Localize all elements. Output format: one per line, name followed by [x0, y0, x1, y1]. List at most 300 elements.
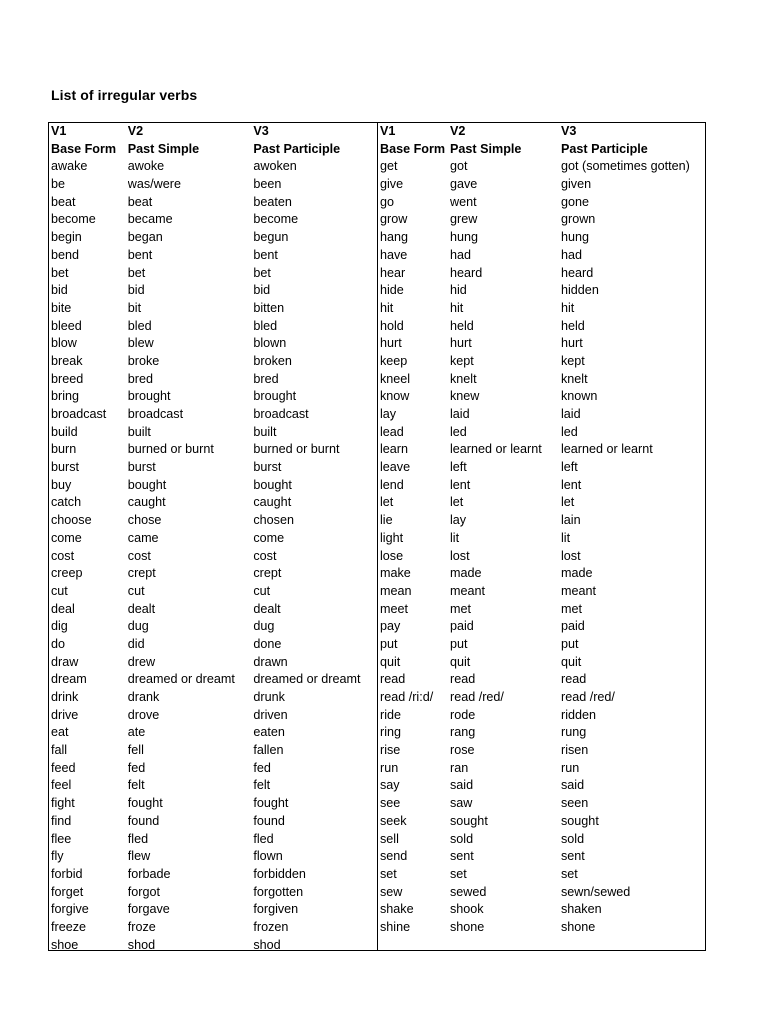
base-form-cell: go: [380, 194, 395, 209]
table-row: [378, 777, 705, 795]
past-participle-cell: rung: [561, 725, 587, 740]
past-simple-cell: sewed: [450, 884, 487, 899]
past-participle-cell: bought: [253, 477, 292, 492]
table-row: [378, 176, 705, 194]
past-simple-cell: lit: [450, 530, 460, 545]
base-form-cell: have: [380, 247, 408, 262]
table-row: [49, 530, 377, 548]
column-header-past-participle: Past Participle: [253, 141, 341, 156]
table-row: [49, 901, 377, 919]
base-form-cell: awake: [51, 159, 88, 174]
table-row: [49, 494, 377, 512]
past-participle-cell: dug: [253, 619, 275, 634]
base-form-cell: mean: [380, 583, 412, 598]
past-participle-cell: known: [561, 389, 598, 404]
past-participle-cell: read /red/: [561, 690, 615, 704]
past-simple-cell: held: [450, 318, 474, 333]
table-row: [49, 795, 377, 813]
past-participle-cell: chosen: [253, 513, 294, 528]
column-header-v2: V2: [450, 124, 466, 138]
base-form-cell: send: [380, 849, 408, 864]
past-simple-cell: lent: [450, 477, 471, 492]
base-form-cell: hang: [380, 230, 409, 245]
table-row: [49, 548, 377, 566]
past-simple-cell: bet: [127, 265, 146, 280]
table-row: [378, 530, 705, 548]
past-simple-cell: rose: [450, 743, 475, 758]
past-participle-cell: fought: [253, 796, 289, 811]
table-row: [49, 247, 377, 265]
past-participle-cell: said: [561, 778, 585, 793]
past-participle-cell: quit: [561, 654, 582, 669]
table-row: [49, 919, 377, 937]
table-row: [378, 618, 705, 636]
irregular-verbs-table: [48, 122, 706, 951]
past-participle-cell: beaten: [253, 194, 292, 209]
base-form-cell: learn: [380, 442, 409, 457]
base-form-cell: creep: [51, 566, 83, 581]
right-rows: [378, 123, 705, 937]
past-simple-cell: came: [127, 530, 159, 545]
past-simple-cell: meant: [450, 583, 486, 598]
column-header-v3: V3: [253, 124, 269, 138]
base-form-cell: shake: [380, 902, 414, 917]
table-row: [378, 335, 705, 353]
past-participle-cell: eaten: [253, 725, 285, 740]
past-simple-cell: shone: [450, 919, 485, 934]
past-participle-cell: sewn/sewed: [561, 884, 631, 899]
column-header-base-form: Base Form: [51, 141, 117, 156]
base-form-cell: catch: [51, 495, 82, 510]
past-participle-cell: cost: [253, 548, 277, 563]
past-participle-cell: become: [253, 212, 299, 227]
past-simple-cell: built: [127, 424, 151, 439]
past-participle-cell: broadcast: [253, 407, 309, 421]
past-simple-cell: heard: [450, 265, 483, 280]
base-form-cell: come: [51, 530, 82, 545]
base-form-cell: keep: [380, 353, 408, 368]
base-form-cell: sew: [380, 884, 403, 899]
past-participle-cell: flown: [253, 849, 283, 864]
table-row: [49, 459, 377, 477]
past-participle-cell: held: [561, 318, 585, 333]
past-simple-cell: drew: [127, 654, 156, 669]
past-participle-cell: drunk: [253, 690, 285, 704]
base-form-cell: hurt: [380, 336, 402, 351]
past-participle-cell: frozen: [253, 919, 289, 934]
base-form-cell: set: [380, 866, 397, 881]
past-simple-cell: forgave: [127, 902, 170, 917]
base-form-cell: break: [51, 353, 83, 368]
base-form-cell: shoe: [51, 937, 79, 952]
base-form-cell: become: [51, 212, 96, 227]
base-form-cell: bid: [51, 283, 68, 298]
past-simple-cell: kept: [450, 353, 474, 368]
past-simple-cell: lay: [450, 513, 467, 528]
base-form-cell: know: [380, 389, 410, 404]
past-simple-cell: ate: [127, 725, 146, 740]
base-form-cell: drive: [51, 707, 79, 722]
base-form-cell: begin: [51, 230, 82, 245]
column-header-past-simple: Past Simple: [450, 141, 522, 156]
past-participle-cell: made: [561, 566, 593, 581]
table-row: [49, 937, 377, 955]
past-participle-cell: broken: [253, 353, 292, 368]
past-participle-cell: hurt: [561, 336, 583, 351]
past-simple-cell: hid: [450, 283, 467, 298]
base-form-cell: choose: [51, 513, 92, 528]
base-form-cell: grow: [380, 212, 408, 227]
past-simple-cell: sought: [450, 813, 488, 828]
past-participle-cell: gone: [561, 194, 590, 209]
base-form-cell: make: [380, 566, 411, 581]
table-row: [378, 601, 705, 619]
past-participle-cell: crept: [253, 566, 282, 581]
base-form-cell: ring: [380, 725, 401, 740]
past-participle-cell: let: [561, 495, 575, 510]
table-row: [378, 265, 705, 283]
base-form-cell: deal: [51, 601, 75, 616]
base-form-cell: give: [380, 177, 404, 192]
past-participle-cell: met: [561, 601, 582, 616]
past-participle-cell: hit: [561, 300, 575, 315]
past-simple-cell: sent: [450, 849, 474, 864]
past-participle-cell: paid: [561, 619, 585, 634]
table-row: [378, 866, 705, 884]
column-header-v3: V3: [561, 124, 577, 138]
past-participle-cell: burst: [253, 460, 282, 475]
past-simple-cell: hurt: [450, 336, 472, 351]
base-form-cell: lend: [380, 477, 404, 492]
table-row: [49, 884, 377, 902]
table-row: [49, 265, 377, 283]
past-participle-cell: laid: [561, 407, 581, 421]
base-form-cell: flee: [51, 831, 72, 846]
past-participle-cell: cut: [253, 583, 271, 598]
base-form-cell: blow: [51, 336, 77, 351]
table-row: [378, 300, 705, 318]
base-form-cell: bring: [51, 389, 80, 404]
table-row: [49, 777, 377, 795]
base-form-cell: say: [380, 778, 400, 793]
base-form-cell: do: [51, 636, 66, 651]
table-row: [378, 671, 705, 689]
past-participle-cell: burned or burnt: [253, 442, 340, 457]
past-simple-cell: paid: [450, 619, 474, 634]
past-simple-cell: sold: [450, 831, 474, 846]
past-participle-cell: hidden: [561, 283, 599, 298]
base-form-cell: hide: [380, 283, 404, 298]
past-participle-cell: risen: [561, 743, 589, 758]
past-simple-cell: found: [127, 813, 160, 828]
past-simple-cell: fell: [127, 743, 144, 758]
table-row: [378, 724, 705, 742]
past-participle-cell: bred: [253, 371, 279, 386]
past-simple-cell: began: [127, 230, 163, 245]
past-simple-cell: flew: [127, 849, 151, 864]
base-form-cell: lay: [380, 407, 397, 421]
base-form-cell: quit: [380, 654, 401, 669]
past-participle-cell: begun: [253, 230, 289, 245]
past-participle-cell: done: [253, 636, 282, 651]
base-form-cell: light: [380, 530, 404, 545]
past-participle-cell: hung: [561, 230, 590, 245]
base-form-cell: bite: [51, 300, 72, 315]
past-simple-cell: grew: [450, 212, 478, 227]
past-participle-cell: forgotten: [253, 884, 304, 899]
past-simple-cell: had: [450, 247, 472, 262]
past-participle-cell: shone: [561, 919, 596, 934]
base-form-cell: lie: [380, 513, 393, 528]
table-row: [49, 565, 377, 583]
past-simple-cell: met: [450, 601, 471, 616]
base-form-cell: let: [380, 495, 394, 510]
past-simple-cell: bought: [127, 477, 167, 492]
past-simple-cell: broke: [127, 353, 160, 368]
past-simple-cell: lost: [450, 548, 470, 563]
past-participle-cell: given: [561, 177, 592, 192]
past-participle-cell: put: [561, 636, 579, 651]
table-row: [49, 724, 377, 742]
base-form-cell: fight: [51, 796, 75, 811]
table-row: [378, 689, 705, 707]
past-simple-cell: knelt: [450, 371, 477, 386]
past-simple-cell: left: [450, 460, 467, 475]
past-participle-cell: left: [561, 460, 578, 475]
left-rows: [49, 123, 377, 954]
base-form-cell: cut: [51, 583, 68, 598]
base-form-cell: bleed: [51, 318, 82, 333]
past-participle-cell: been: [253, 177, 282, 192]
past-participle-cell: knelt: [561, 371, 588, 386]
past-simple-cell: said: [450, 778, 474, 793]
table-row: [378, 742, 705, 760]
header-row-form: [49, 141, 377, 159]
table-row: [49, 353, 377, 371]
table-row: [49, 424, 377, 442]
past-simple-cell: chose: [127, 513, 162, 528]
table-row: [49, 229, 377, 247]
base-form-cell: fall: [51, 743, 68, 758]
past-simple-cell: bid: [127, 283, 145, 298]
past-simple-cell: blew: [127, 336, 154, 351]
past-simple-cell: gave: [450, 177, 478, 192]
past-participle-cell: shaken: [561, 902, 602, 917]
table-row: [378, 795, 705, 813]
table-row: [378, 406, 705, 424]
table-row: [378, 583, 705, 601]
base-form-cell: beat: [51, 194, 76, 209]
past-simple-cell: fought: [127, 796, 163, 811]
past-participle-cell: heard: [561, 265, 594, 280]
table-row: [378, 424, 705, 442]
past-simple-cell: forbade: [127, 866, 171, 881]
past-participle-cell: shod: [253, 937, 281, 952]
past-simple-cell: ran: [450, 760, 469, 775]
base-form-cell: seek: [380, 813, 407, 828]
column-header-v1: V1: [51, 124, 67, 138]
table-row: [49, 654, 377, 672]
base-form-cell: dream: [51, 672, 87, 687]
past-simple-cell: hit: [450, 300, 464, 315]
past-simple-cell: read /red/: [450, 690, 504, 704]
past-participle-cell: got (sometimes gotten): [561, 159, 690, 174]
past-participle-cell: found: [253, 813, 285, 828]
table-row: [49, 371, 377, 389]
table-row: [49, 831, 377, 849]
table-row: [49, 211, 377, 229]
table-row: [378, 636, 705, 654]
past-participle-cell: awoken: [253, 159, 297, 174]
past-simple-cell: fed: [127, 760, 146, 775]
past-simple-cell: quit: [450, 654, 471, 669]
past-simple-cell: burned or burnt: [127, 442, 214, 457]
table-row: [378, 211, 705, 229]
base-form-cell: drink: [51, 690, 79, 704]
past-simple-cell: dealt: [127, 601, 156, 616]
base-form-cell: read: [380, 672, 406, 687]
base-form-cell: rise: [380, 743, 401, 758]
table-row: [378, 760, 705, 778]
base-form-cell: see: [380, 796, 401, 811]
past-participle-cell: dealt: [253, 601, 281, 616]
past-simple-cell: froze: [127, 919, 156, 934]
past-simple-cell: set: [450, 866, 467, 881]
past-participle-cell: kept: [561, 353, 585, 368]
past-participle-cell: led: [561, 424, 578, 439]
base-form-cell: buy: [51, 477, 72, 492]
base-form-cell: broadcast: [51, 407, 107, 421]
past-participle-cell: bet: [253, 265, 271, 280]
past-simple-cell: shook: [450, 902, 484, 917]
past-participle-cell: meant: [561, 583, 597, 598]
past-participle-cell: lit: [561, 530, 571, 545]
base-form-cell: feel: [51, 778, 72, 793]
past-participle-cell: brought: [253, 389, 297, 404]
base-form-cell: dig: [51, 619, 68, 634]
past-participle-cell: set: [561, 866, 578, 881]
past-simple-cell: brought: [127, 389, 171, 404]
table-row: [378, 548, 705, 566]
base-form-cell: lose: [380, 548, 404, 563]
past-simple-cell: put: [450, 636, 468, 651]
base-form-cell: kneel: [380, 371, 411, 386]
past-simple-cell: was/were: [127, 177, 181, 192]
past-simple-cell: forgot: [127, 884, 160, 899]
past-participle-cell: sought: [561, 813, 599, 828]
past-participle-cell: learned or learnt: [561, 442, 653, 457]
past-simple-cell: learned or learnt: [450, 442, 542, 457]
past-simple-cell: awoke: [127, 159, 165, 174]
past-participle-cell: felt: [253, 778, 271, 793]
base-form-cell: build: [51, 424, 78, 439]
past-participle-cell: bent: [253, 247, 278, 262]
past-simple-cell: broadcast: [127, 407, 184, 421]
past-simple-cell: caught: [127, 495, 166, 510]
table-row: [49, 512, 377, 530]
past-simple-cell: crept: [127, 566, 156, 581]
base-form-cell: sell: [380, 831, 399, 846]
table-row: [378, 512, 705, 530]
past-participle-cell: run: [561, 760, 580, 775]
past-simple-cell: shod: [127, 937, 156, 952]
base-form-cell: bet: [51, 265, 69, 280]
document-title: List of irregular verbs: [51, 87, 198, 103]
column-header-base-form: Base Form: [380, 141, 446, 156]
past-participle-cell: forgiven: [253, 902, 299, 917]
table-row: [378, 371, 705, 389]
past-simple-cell: drank: [127, 690, 160, 704]
base-form-cell: burn: [51, 442, 77, 457]
past-participle-cell: grown: [561, 212, 596, 227]
column-header-past-simple: Past Simple: [127, 141, 200, 156]
table-row: [378, 884, 705, 902]
table-right-half: [378, 123, 705, 950]
table-row: [378, 353, 705, 371]
table-row: [378, 654, 705, 672]
past-participle-cell: fed: [253, 760, 271, 775]
past-simple-cell: got: [450, 159, 468, 174]
table-row: [378, 565, 705, 583]
table-row: [378, 459, 705, 477]
table-row: [49, 176, 377, 194]
past-simple-cell: saw: [450, 796, 473, 811]
past-participle-cell: come: [253, 530, 285, 545]
base-form-cell: feed: [51, 760, 76, 775]
base-form-cell: forbid: [51, 866, 83, 881]
past-simple-cell: bred: [127, 371, 153, 386]
table-row: [378, 194, 705, 212]
past-simple-cell: bent: [127, 247, 153, 262]
base-form-cell: eat: [51, 725, 69, 740]
past-participle-cell: had: [561, 247, 583, 262]
past-participle-cell: read: [561, 672, 587, 687]
header-row-version: [378, 123, 705, 141]
past-simple-cell: bled: [127, 318, 152, 333]
base-form-cell: burst: [51, 460, 79, 475]
past-participle-cell: bled: [253, 318, 278, 333]
table-row: [49, 194, 377, 212]
table-row: [378, 282, 705, 300]
table-row: [49, 618, 377, 636]
base-form-cell: fly: [51, 849, 64, 864]
table-row: [49, 335, 377, 353]
table-row: [49, 707, 377, 725]
table-row: [49, 406, 377, 424]
column-header-v2: V2: [127, 124, 144, 138]
past-participle-cell: built: [253, 424, 277, 439]
past-participle-cell: lain: [561, 513, 581, 528]
base-form-cell: shine: [380, 919, 411, 934]
past-simple-cell: rang: [450, 725, 476, 740]
table-row: [49, 671, 377, 689]
past-simple-cell: read: [450, 672, 476, 687]
past-participle-cell: lost: [561, 548, 581, 563]
past-participle-cell: sold: [561, 831, 585, 846]
past-participle-cell: dreamed or dreamt: [253, 672, 361, 687]
table-row: [378, 494, 705, 512]
base-form-cell: forget: [51, 884, 84, 899]
past-simple-cell: became: [127, 212, 173, 227]
past-simple-cell: made: [450, 566, 482, 581]
table-left-half: [49, 123, 378, 950]
past-simple-cell: drove: [127, 707, 160, 722]
table-row: [49, 689, 377, 707]
past-participle-cell: caught: [253, 495, 292, 510]
past-simple-cell: did: [127, 636, 145, 651]
past-participle-cell: driven: [253, 707, 288, 722]
base-form-cell: lead: [380, 424, 404, 439]
